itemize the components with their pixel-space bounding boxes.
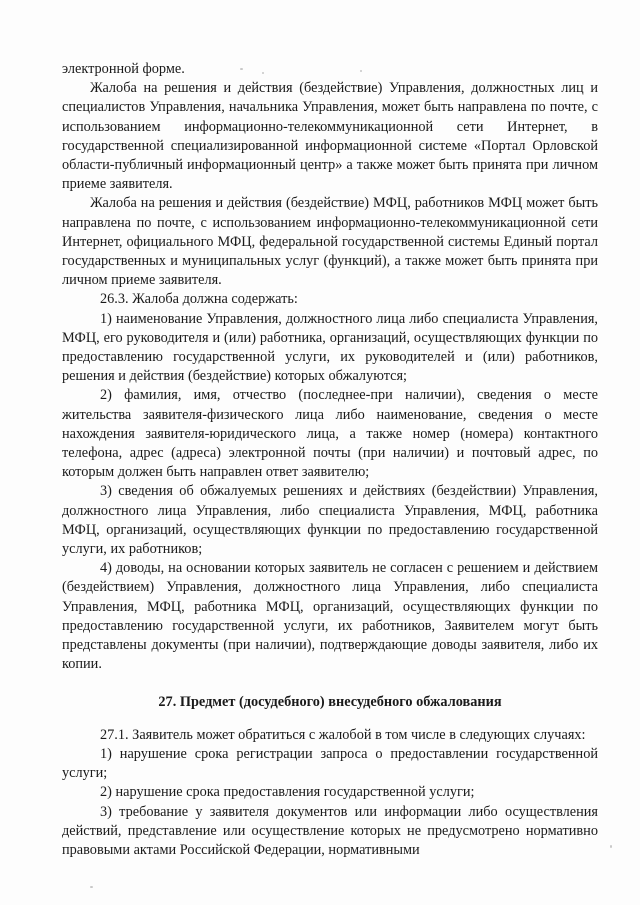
case-item-1: 1) нарушение срока регистрации запроса о предоставлении государственной услуги; <box>62 745 598 782</box>
clause-27-1: 27.1. Заявитель может обратиться с жалобой в том числе в следующих случаях: <box>100 726 586 743</box>
clause-26-3: 26.3. Жалоба должна содержать: <box>100 291 298 308</box>
paragraph-complaint-mfc: Жалоба на решения и действия (бездействие) МФЦ, работников МФЦ может быть направлена по почте, с использованием информационно-телекоммуникационной сети Интернет, официального МФЦ, федеральной государственной системы Единый портал государственных и муниципальных услуг (функций), а также может быть принята при личном приеме заявителя. <box>62 195 598 289</box>
scan-speck <box>240 68 243 70</box>
paragraph-continuation: электронной форме. <box>62 61 185 77</box>
list-item-2: 2) фамилия, имя, отчество (последнее-при наличии), сведения о месте жительства заявителя-физического лица либо наименование, сведения о месте нахождения заявителя-юридического лица, а также номер (номера) контактного телефона, адрес (адреса) электронной почты (при наличии) и почтовый адрес, по которым должен быть направлен ответ заявителю; <box>62 387 598 481</box>
scan-speck <box>90 886 93 888</box>
list-item-3: 3) сведения об обжалуемых решениях и действиях (бездействии) Управления, должностного лица Управления, либо специалиста Управления, МФЦ, работника МФЦ, организаций, осуществляющих функции по предоставлению государственной услуги, их работников; <box>62 483 598 558</box>
list-item-4: 4) доводы, на основании которых заявитель не согласен с решением и действием (бездействием) Управления, должностного лица Управления, либо специалиста Управления, МФЦ, работника МФЦ, организаций, осуществляющих функции по предоставлению государственной услуги, их работников, Заявителем могут быть представлены документы (при наличии), подтверждающие доводы заявителя, либо их копии. <box>62 560 598 673</box>
document-body <box>62 60 598 860</box>
section-heading-27: 27. Предмет (досудебного) внесудебного обжалования <box>158 693 502 710</box>
case-item-3: 3) требование у заявителя документов или информации либо осуществления действий, представление или осуществление которых не предусмотрено нормативно правовыми актами Российской Федерации, нормативными <box>62 803 598 858</box>
scan-speck <box>360 70 362 72</box>
list-item-1: 1) наименование Управления, должностного лица либо специалиста Управления, МФЦ, его руководителя и (или) работника, организаций, осуществляющих функции по предоставлению государственной услуги, их руководителей и (или) работников, решения и действия (бездействие) которых обжалуются; <box>62 310 598 385</box>
paragraph-complaint-administration: Жалоба на решения и действия (бездействие) Управления, должностных лиц и специалистов Управления, начальника Управления, может быть направлена по почте, с использованием информационно-телекоммуникационной сети Интернет, в государственной специализированной информационной системе «Портал Орловской области-публичный информационный центр» а также может быть принята при личном приеме заявителя. <box>62 80 598 193</box>
scan-speck <box>610 845 612 848</box>
scan-speck <box>262 72 264 74</box>
case-item-2: 2) нарушение срока предоставления государственной услуги; <box>100 784 475 801</box>
